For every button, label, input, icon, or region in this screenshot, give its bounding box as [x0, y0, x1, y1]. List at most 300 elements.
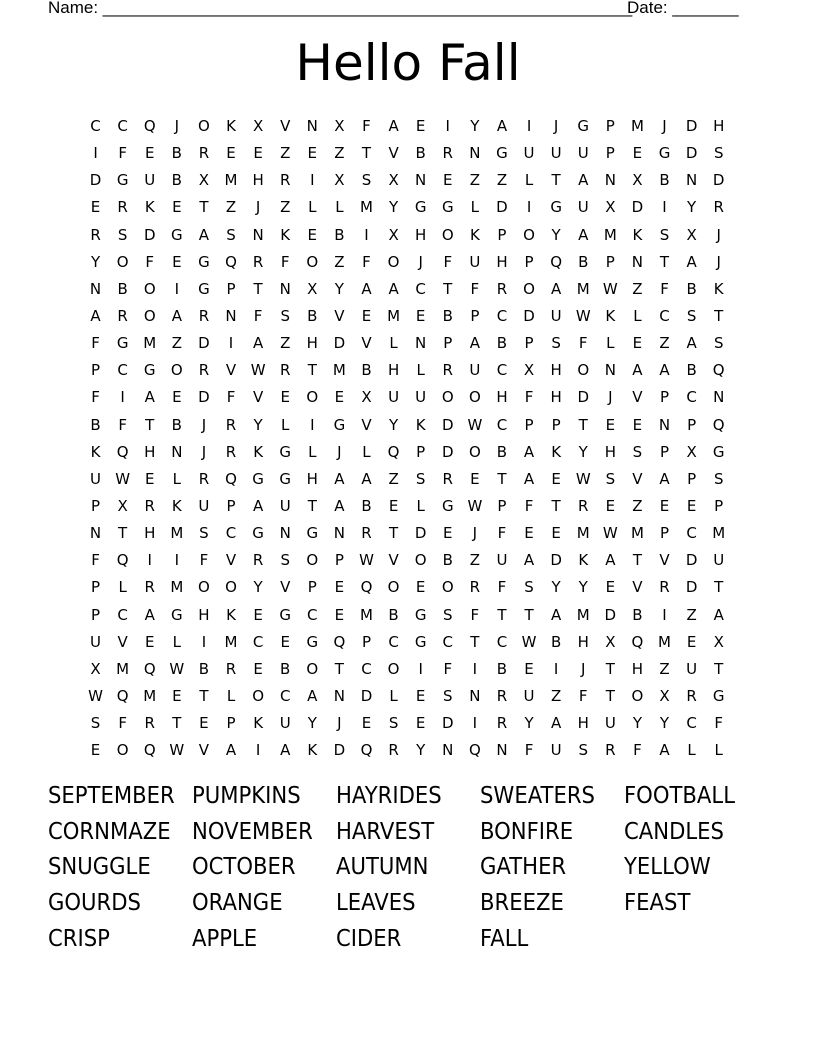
- grid-letter: W: [602, 524, 618, 543]
- grid-letter: Y: [307, 714, 317, 733]
- grid-letter: T: [307, 497, 317, 516]
- grid-letter: E: [551, 524, 561, 543]
- grid-letter: W: [575, 469, 591, 488]
- grid-letter: R: [361, 524, 372, 543]
- grid-letter: P: [307, 578, 317, 597]
- grid-letter: M: [576, 279, 590, 298]
- grid-letter: R: [90, 225, 101, 244]
- grid-letter: C: [225, 524, 237, 543]
- grid-letter: K: [253, 442, 264, 461]
- grid-letter: P: [605, 144, 615, 163]
- grid-letter: A: [334, 469, 345, 488]
- grid-letter: N: [496, 741, 508, 760]
- grid-letter: E: [415, 117, 426, 136]
- grid-letter: M: [170, 578, 184, 597]
- grid-letter: T: [714, 578, 724, 597]
- grid-letter: A: [523, 442, 535, 461]
- grid-letter: A: [686, 252, 697, 271]
- grid-letter: Q: [712, 415, 725, 434]
- grid-letter: K: [253, 714, 264, 733]
- grid-letter: M: [630, 524, 644, 543]
- grid-letter: A: [388, 279, 399, 298]
- grid-letter: Y: [687, 198, 697, 217]
- grid-letter: K: [469, 225, 480, 244]
- grid-letter: V: [334, 307, 345, 326]
- grid-letter: H: [604, 442, 616, 461]
- grid-letter: T: [443, 279, 453, 298]
- word-bank-item: HARVEST: [336, 818, 435, 845]
- grid-letter: E: [605, 415, 616, 434]
- grid-letter: O: [468, 442, 481, 461]
- grid-letter: L: [633, 307, 642, 326]
- grid-letter: F: [362, 117, 371, 136]
- grid-letter: E: [605, 497, 616, 516]
- grid-letter: X: [659, 687, 670, 706]
- grid-letter: T: [524, 605, 534, 624]
- word-bank-item: CRISP: [48, 926, 110, 953]
- grid-letter: R: [198, 144, 210, 163]
- grid-letter: N: [89, 279, 102, 298]
- grid-letter: U: [523, 144, 535, 163]
- grid-letter: K: [226, 605, 236, 624]
- grid-letter: D: [89, 171, 102, 190]
- grid-letter: E: [280, 632, 290, 651]
- grid-letter: Z: [632, 497, 643, 516]
- grid-letter: R: [225, 415, 237, 434]
- grid-letter: H: [252, 171, 264, 190]
- grid-letter: K: [307, 741, 318, 760]
- grid-letter: J: [553, 117, 559, 136]
- grid-letter: P: [659, 524, 670, 543]
- grid-letter: O: [468, 388, 481, 407]
- grid-letter: E: [226, 144, 236, 163]
- grid-letter: F: [145, 252, 155, 271]
- grid-letter: A: [659, 361, 670, 380]
- grid-letter: A: [632, 361, 643, 380]
- grid-letter: A: [659, 469, 670, 488]
- grid-letter: E: [307, 225, 318, 244]
- word-bank-item: GOURDS: [48, 890, 141, 917]
- grid-letter: E: [334, 605, 345, 624]
- grid-letter: X: [686, 442, 697, 461]
- date-field: Date: _______: [627, 0, 739, 17]
- grid-letter: O: [306, 252, 319, 271]
- grid-letter: S: [713, 469, 724, 488]
- grid-letter: E: [443, 524, 453, 543]
- grid-letter: W: [250, 361, 266, 380]
- grid-letter: U: [198, 497, 210, 516]
- grid-letter: B: [686, 279, 697, 298]
- grid-letter: V: [388, 551, 399, 570]
- grid-letter: T: [334, 659, 344, 678]
- grid-letter: F: [91, 551, 100, 570]
- grid-letter: S: [388, 714, 399, 733]
- grid-letter: A: [307, 687, 318, 706]
- grid-letter: R: [442, 144, 453, 163]
- grid-letter: J: [608, 388, 613, 407]
- grid-letter: E: [443, 171, 453, 190]
- grid-letter: T: [578, 415, 588, 434]
- grid-letter: D: [550, 551, 562, 570]
- grid-letter: D: [360, 687, 373, 706]
- word-bank-item: NOVEMBER: [192, 818, 313, 845]
- word-bank-item: ORANGE: [192, 890, 283, 917]
- grid-letter: B: [415, 144, 426, 163]
- grid-letter: J: [716, 225, 721, 244]
- grid-letter: S: [226, 225, 236, 244]
- grid-letter: W: [521, 632, 537, 651]
- grid-letter: L: [172, 469, 181, 488]
- grid-letter: D: [685, 578, 698, 597]
- grid-letter: A: [713, 605, 724, 624]
- grid-letter: A: [361, 469, 372, 488]
- grid-letter: L: [389, 687, 398, 706]
- grid-letter: X: [252, 117, 264, 136]
- grid-letter: P: [361, 632, 371, 651]
- grid-letter: Z: [334, 144, 345, 163]
- grid-letter: Z: [469, 171, 480, 190]
- grid-letter: X: [388, 225, 399, 244]
- grid-letter: N: [415, 171, 427, 190]
- grid-letter: N: [89, 524, 102, 543]
- grid-letter: C: [361, 659, 372, 678]
- grid-letter: Z: [659, 334, 670, 353]
- name-field: Name: ________________________________________________________: [48, 0, 633, 17]
- grid-letter: V: [252, 388, 264, 407]
- grid-letter: N: [631, 252, 644, 271]
- grid-letter: F: [280, 252, 290, 271]
- grid-letter: E: [280, 388, 290, 407]
- grid-letter: P: [524, 252, 534, 271]
- grid-letter: V: [117, 632, 128, 651]
- grid-letter: B: [442, 307, 453, 326]
- grid-letter: R: [659, 578, 670, 597]
- grid-letter: R: [144, 714, 155, 733]
- grid-letter: R: [578, 497, 589, 516]
- grid-letter: H: [496, 388, 508, 407]
- grid-letter: P: [416, 442, 426, 461]
- grid-letter: G: [441, 198, 454, 217]
- grid-letter: W: [602, 279, 618, 298]
- grid-letter: H: [387, 361, 400, 380]
- grid-letter: R: [713, 198, 724, 217]
- grid-letter: E: [172, 388, 182, 407]
- grid-letter: O: [252, 687, 265, 706]
- grid-letter: U: [604, 714, 616, 733]
- word-bank-item: BONFIRE: [480, 818, 574, 845]
- grid-letter: V: [632, 388, 643, 407]
- grid-letter: E: [388, 497, 399, 516]
- grid-letter: Z: [280, 198, 291, 217]
- grid-letter: E: [415, 578, 426, 597]
- grid-letter: F: [443, 659, 453, 678]
- grid-letter: R: [252, 252, 264, 271]
- grid-letter: I: [174, 551, 180, 570]
- grid-letter: M: [143, 334, 157, 353]
- grid-letter: Q: [143, 117, 156, 136]
- grid-letter: T: [199, 687, 209, 706]
- grid-letter: Q: [143, 659, 156, 678]
- grid-letter: X: [198, 171, 210, 190]
- grid-letter: M: [360, 605, 373, 624]
- grid-letter: E: [361, 714, 372, 733]
- grid-letter: T: [551, 171, 561, 190]
- grid-letter: V: [632, 578, 643, 597]
- grid-letter: U: [415, 388, 427, 407]
- grid-letter: T: [361, 144, 372, 163]
- grid-letter: M: [332, 361, 346, 380]
- word-bank-item: FEAST: [624, 890, 691, 917]
- grid-letter: X: [686, 225, 697, 244]
- grid-letter: G: [496, 144, 508, 163]
- grid-letter: E: [172, 687, 182, 706]
- header-fields: [48, 0, 748, 19]
- grid-letter: H: [144, 524, 156, 543]
- grid-letter: G: [279, 442, 292, 461]
- grid-letter: U: [279, 714, 291, 733]
- grid-letter: R: [388, 741, 399, 760]
- grid-letter: C: [686, 714, 697, 733]
- grid-letter: K: [90, 442, 101, 461]
- grid-letter: A: [578, 171, 589, 190]
- grid-letter: F: [118, 144, 127, 163]
- grid-letter: E: [551, 469, 561, 488]
- grid-letter: N: [469, 687, 481, 706]
- grid-letter: E: [253, 144, 263, 163]
- grid-letter: R: [279, 171, 291, 190]
- grid-letter: J: [201, 415, 207, 434]
- grid-letter: S: [443, 687, 453, 706]
- grid-letter: W: [467, 497, 483, 516]
- grid-letter: N: [713, 388, 725, 407]
- grid-letter: E: [415, 714, 426, 733]
- grid-letter: I: [255, 741, 261, 760]
- grid-letter: E: [605, 578, 616, 597]
- grid-letter: O: [631, 687, 644, 706]
- grid-letter: C: [686, 524, 697, 543]
- grid-letter: R: [442, 469, 453, 488]
- grid-letter: T: [632, 551, 642, 570]
- grid-letter: S: [605, 469, 616, 488]
- grid-letter: E: [253, 659, 263, 678]
- grid-letter: U: [550, 307, 562, 326]
- grid-letter: Z: [225, 198, 237, 217]
- grid-letter: L: [687, 741, 696, 760]
- grid-letter: V: [361, 334, 372, 353]
- grid-letter: O: [116, 741, 129, 760]
- grid-letter: L: [118, 578, 127, 597]
- grid-letter: E: [470, 469, 480, 488]
- grid-letter: C: [117, 361, 128, 380]
- grid-letter: G: [441, 497, 454, 516]
- grid-letter: F: [633, 741, 642, 760]
- grid-letter: N: [333, 524, 345, 543]
- grid-letter: K: [605, 307, 616, 326]
- grid-letter: B: [496, 442, 508, 461]
- grid-letter: G: [116, 334, 129, 353]
- grid-letter: P: [714, 497, 724, 516]
- grid-letter: T: [714, 659, 724, 678]
- grid-letter: I: [472, 659, 478, 678]
- grid-letter: X: [307, 279, 318, 298]
- grid-letter: C: [496, 415, 508, 434]
- grid-letter: G: [279, 469, 292, 488]
- grid-letter: W: [88, 687, 103, 706]
- grid-letter: Z: [686, 605, 697, 624]
- grid-letter: X: [605, 198, 616, 217]
- grid-letter: B: [659, 171, 670, 190]
- grid-letter: I: [662, 198, 667, 217]
- grid-letter: E: [144, 632, 155, 651]
- grid-letter: P: [226, 279, 236, 298]
- grid-letter: Q: [225, 252, 237, 271]
- grid-letter: X: [388, 171, 399, 190]
- grid-letter: H: [550, 388, 562, 407]
- grid-letter: T: [172, 714, 182, 733]
- grid-letter: B: [171, 415, 182, 434]
- grid-letter: K: [713, 279, 724, 298]
- grid-letter: Z: [388, 469, 399, 488]
- grid-letter: F: [253, 307, 263, 326]
- grid-letter: S: [117, 225, 128, 244]
- grid-letter: C: [496, 307, 508, 326]
- grid-letter: C: [496, 361, 508, 380]
- grid-letter: L: [416, 361, 425, 380]
- grid-letter: E: [524, 524, 534, 543]
- grid-letter: Z: [659, 659, 670, 678]
- grid-letter: P: [91, 361, 101, 380]
- grid-letter: D: [198, 388, 210, 407]
- grid-letter: A: [361, 279, 372, 298]
- grid-letter: A: [605, 551, 616, 570]
- grid-letter: D: [143, 225, 156, 244]
- grid-letter: N: [333, 687, 345, 706]
- grid-letter: Y: [551, 578, 561, 597]
- grid-letter: T: [470, 632, 480, 651]
- page-title: Hello Fall: [295, 34, 521, 92]
- grid-letter: D: [604, 605, 617, 624]
- grid-letter: E: [632, 334, 643, 353]
- grid-letter: R: [496, 714, 508, 733]
- grid-letter: L: [335, 198, 344, 217]
- grid-letter: X: [361, 388, 372, 407]
- grid-letter: N: [306, 117, 318, 136]
- grid-letter: C: [117, 117, 128, 136]
- grid-letter: A: [551, 279, 562, 298]
- grid-letter: N: [658, 415, 671, 434]
- grid-letter: L: [714, 741, 723, 760]
- grid-letter: F: [470, 279, 480, 298]
- grid-letter: C: [442, 632, 453, 651]
- grid-letter: Q: [333, 632, 346, 651]
- grid-letter: J: [201, 442, 207, 461]
- grid-letter: Y: [388, 198, 399, 217]
- grid-letter: A: [388, 117, 399, 136]
- grid-letter: N: [279, 524, 291, 543]
- grid-letter: H: [631, 659, 644, 678]
- grid-letter: Z: [469, 551, 480, 570]
- grid-letter: I: [201, 632, 207, 651]
- grid-letter: M: [143, 687, 157, 706]
- grid-letter: Q: [143, 741, 156, 760]
- grid-letter: F: [497, 524, 507, 543]
- grid-letter: J: [418, 252, 423, 271]
- grid-letter: F: [91, 334, 100, 353]
- grid-letter: Q: [631, 632, 644, 651]
- grid-letter: O: [306, 659, 319, 678]
- grid-letter: A: [469, 334, 480, 353]
- grid-letter: I: [310, 171, 315, 190]
- grid-letter: S: [280, 307, 290, 326]
- grid-letter: T: [605, 687, 615, 706]
- grid-letter: B: [171, 144, 182, 163]
- grid-letter: M: [170, 524, 184, 543]
- grid-letter: L: [308, 198, 317, 217]
- grid-letter: B: [686, 361, 697, 380]
- grid-letter: R: [144, 578, 155, 597]
- grid-letter: I: [526, 198, 532, 217]
- grid-letter: D: [685, 117, 698, 136]
- grid-letter: L: [281, 415, 290, 434]
- grid-letter: E: [361, 307, 372, 326]
- word-bank-item: CANDLES: [624, 818, 724, 845]
- grid-letter: O: [143, 307, 156, 326]
- grid-letter: B: [361, 361, 372, 380]
- grid-letter: Q: [360, 741, 373, 760]
- grid-letter: F: [524, 388, 534, 407]
- grid-letter: B: [550, 632, 562, 651]
- word-bank-item: PUMPKINS: [192, 782, 301, 809]
- grid-letter: W: [467, 415, 483, 434]
- grid-letter: W: [115, 469, 131, 488]
- grid-letter: A: [252, 334, 264, 353]
- grid-letter: P: [470, 307, 480, 326]
- grid-letter: M: [658, 632, 671, 651]
- grid-letter: A: [252, 497, 264, 516]
- grid-letter: D: [523, 307, 535, 326]
- grid-letter: E: [524, 659, 534, 678]
- grid-letter: R: [198, 469, 210, 488]
- grid-letter: D: [712, 171, 725, 190]
- grid-letter: S: [280, 551, 290, 570]
- grid-letter: C: [496, 632, 508, 651]
- grid-letter: Z: [334, 252, 345, 271]
- grid-letter: T: [118, 524, 128, 543]
- grid-letter: R: [198, 307, 210, 326]
- grid-letter: Q: [225, 469, 237, 488]
- grid-letter: L: [172, 632, 181, 651]
- grid-letter: T: [497, 469, 507, 488]
- word-bank-item: SWEATERS: [480, 782, 595, 809]
- grid-letter: R: [225, 659, 237, 678]
- grid-letter: R: [442, 361, 453, 380]
- grid-letter: I: [526, 117, 532, 136]
- grid-letter: E: [199, 714, 209, 733]
- grid-letter: Z: [551, 687, 562, 706]
- grid-letter: C: [415, 279, 426, 298]
- grid-letter: F: [199, 551, 209, 570]
- grid-letter: E: [686, 632, 697, 651]
- grid-letter: Y: [416, 741, 426, 760]
- word-bank-item: OCTOBER: [192, 854, 296, 881]
- grid-letter: Q: [468, 741, 481, 760]
- grid-letter: M: [576, 605, 590, 624]
- grid-letter: Y: [578, 578, 588, 597]
- grid-letter: C: [388, 632, 399, 651]
- grid-letter: I: [93, 144, 98, 163]
- grid-letter: O: [441, 578, 454, 597]
- grid-letter: K: [578, 551, 589, 570]
